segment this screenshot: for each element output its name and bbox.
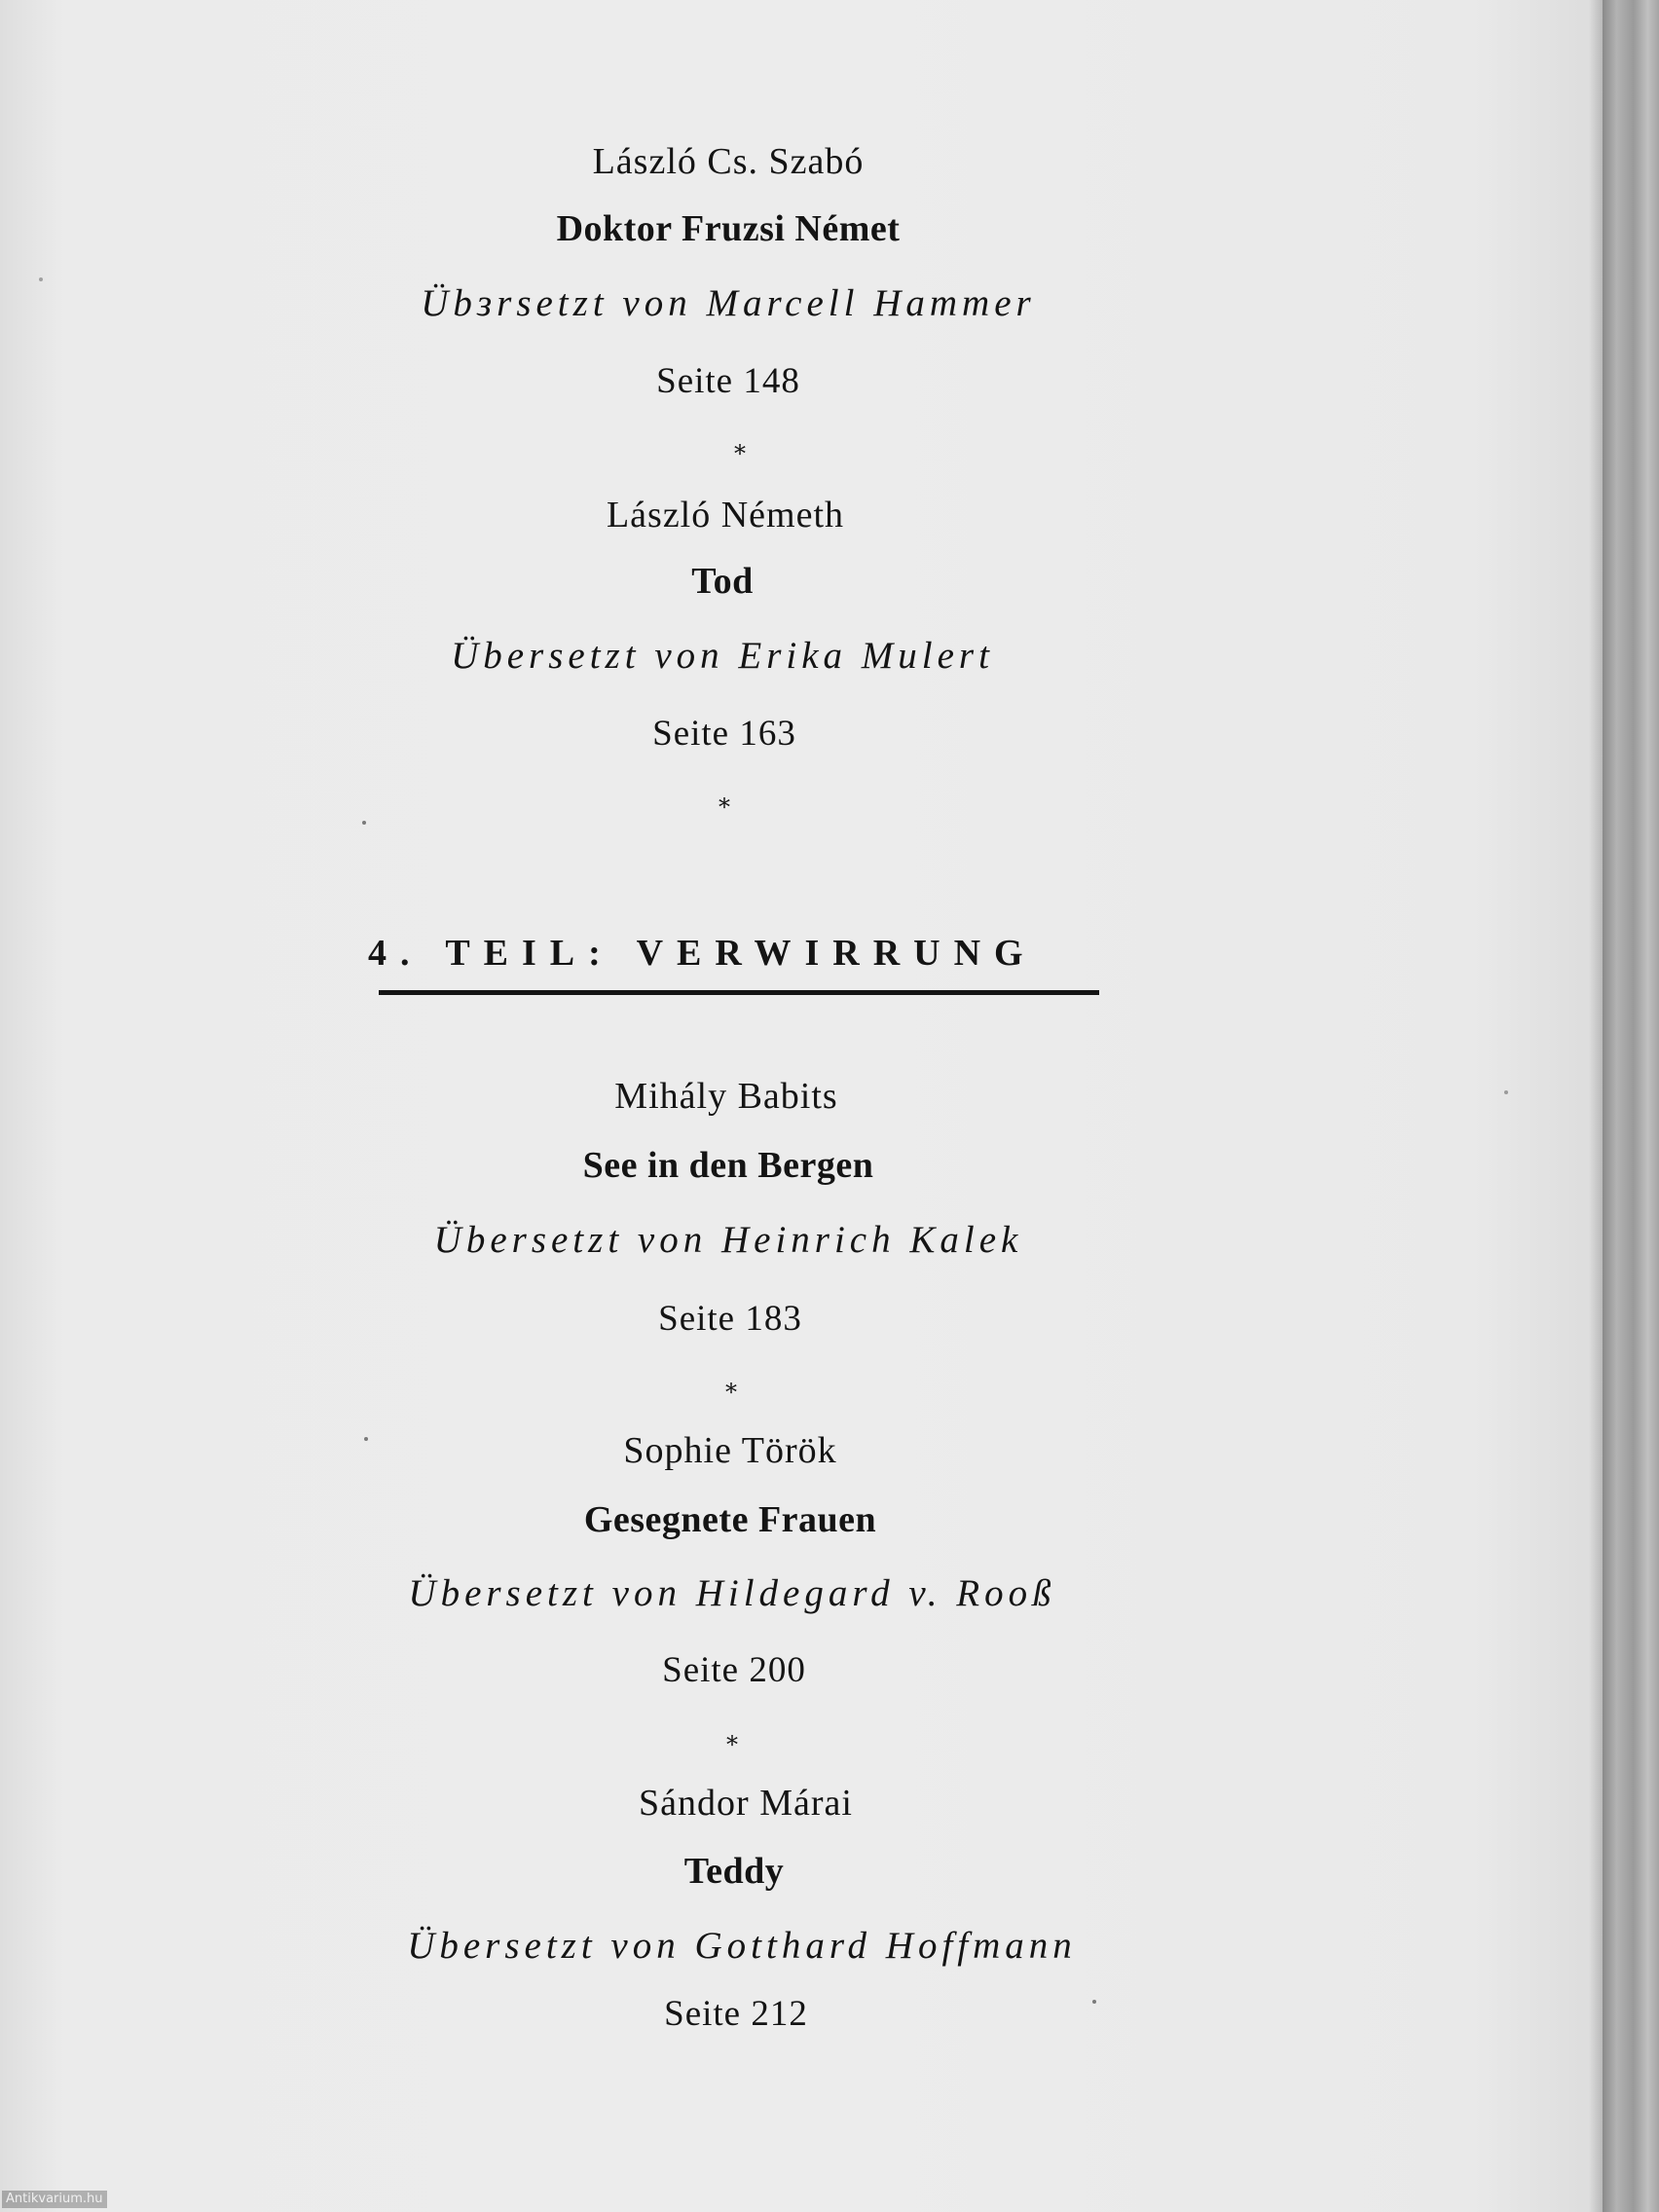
- entry-separator: *: [725, 1379, 737, 1406]
- section-underline: [379, 990, 1099, 995]
- paper-speck: [1504, 1090, 1508, 1094]
- entry-translator: Übersetzt von Hildegard v. Rooß: [408, 1572, 1056, 1614]
- entry-separator: *: [726, 1731, 738, 1758]
- watermark: Antikvarium.hu: [2, 2191, 107, 2208]
- entry-author: Sophie Török: [623, 1430, 837, 1471]
- entry-title: Teddy: [683, 1851, 785, 1892]
- entry-separator: *: [719, 793, 730, 821]
- entry-page-ref: Seite 183: [658, 1299, 802, 1339]
- entry-page-ref: Seite 163: [652, 714, 796, 754]
- paper-speck: [362, 821, 366, 825]
- entry-translator: Übзrsetzt von Marcell Hammer: [421, 282, 1036, 324]
- entry-title: Doktor Fruzsi Német: [556, 208, 901, 249]
- paper-speck: [1092, 2000, 1096, 2004]
- entry-page-ref: Seite 200: [662, 1650, 806, 1690]
- paper-speck: [364, 1437, 368, 1441]
- entry-translator: Übersetzt von Heinrich Kalek: [433, 1219, 1023, 1261]
- entry-author: László Cs. Szabó: [592, 141, 865, 182]
- book-spine-edge: [1603, 0, 1659, 2212]
- entry-translator: Übersetzt von Gotthard Hoffmann: [407, 1925, 1077, 1967]
- entry-title: Gesegnete Frauen: [583, 1499, 877, 1540]
- entry-title: Tod: [691, 561, 754, 602]
- entry-author: Mihály Babits: [614, 1076, 838, 1117]
- entry-page-ref: Seite 148: [656, 361, 800, 401]
- section-heading: 4. TEIL: VERWIRRUNG: [368, 933, 1037, 974]
- entry-author: Sándor Márai: [639, 1783, 853, 1824]
- paper-speck: [39, 277, 43, 281]
- entry-author: László Németh: [606, 495, 845, 535]
- entry-translator: Übersetzt von Erika Mulert: [451, 635, 994, 677]
- entry-page-ref: Seite 212: [664, 1994, 808, 2034]
- entry-separator: *: [734, 440, 746, 467]
- entry-title: See in den Bergen: [582, 1145, 874, 1186]
